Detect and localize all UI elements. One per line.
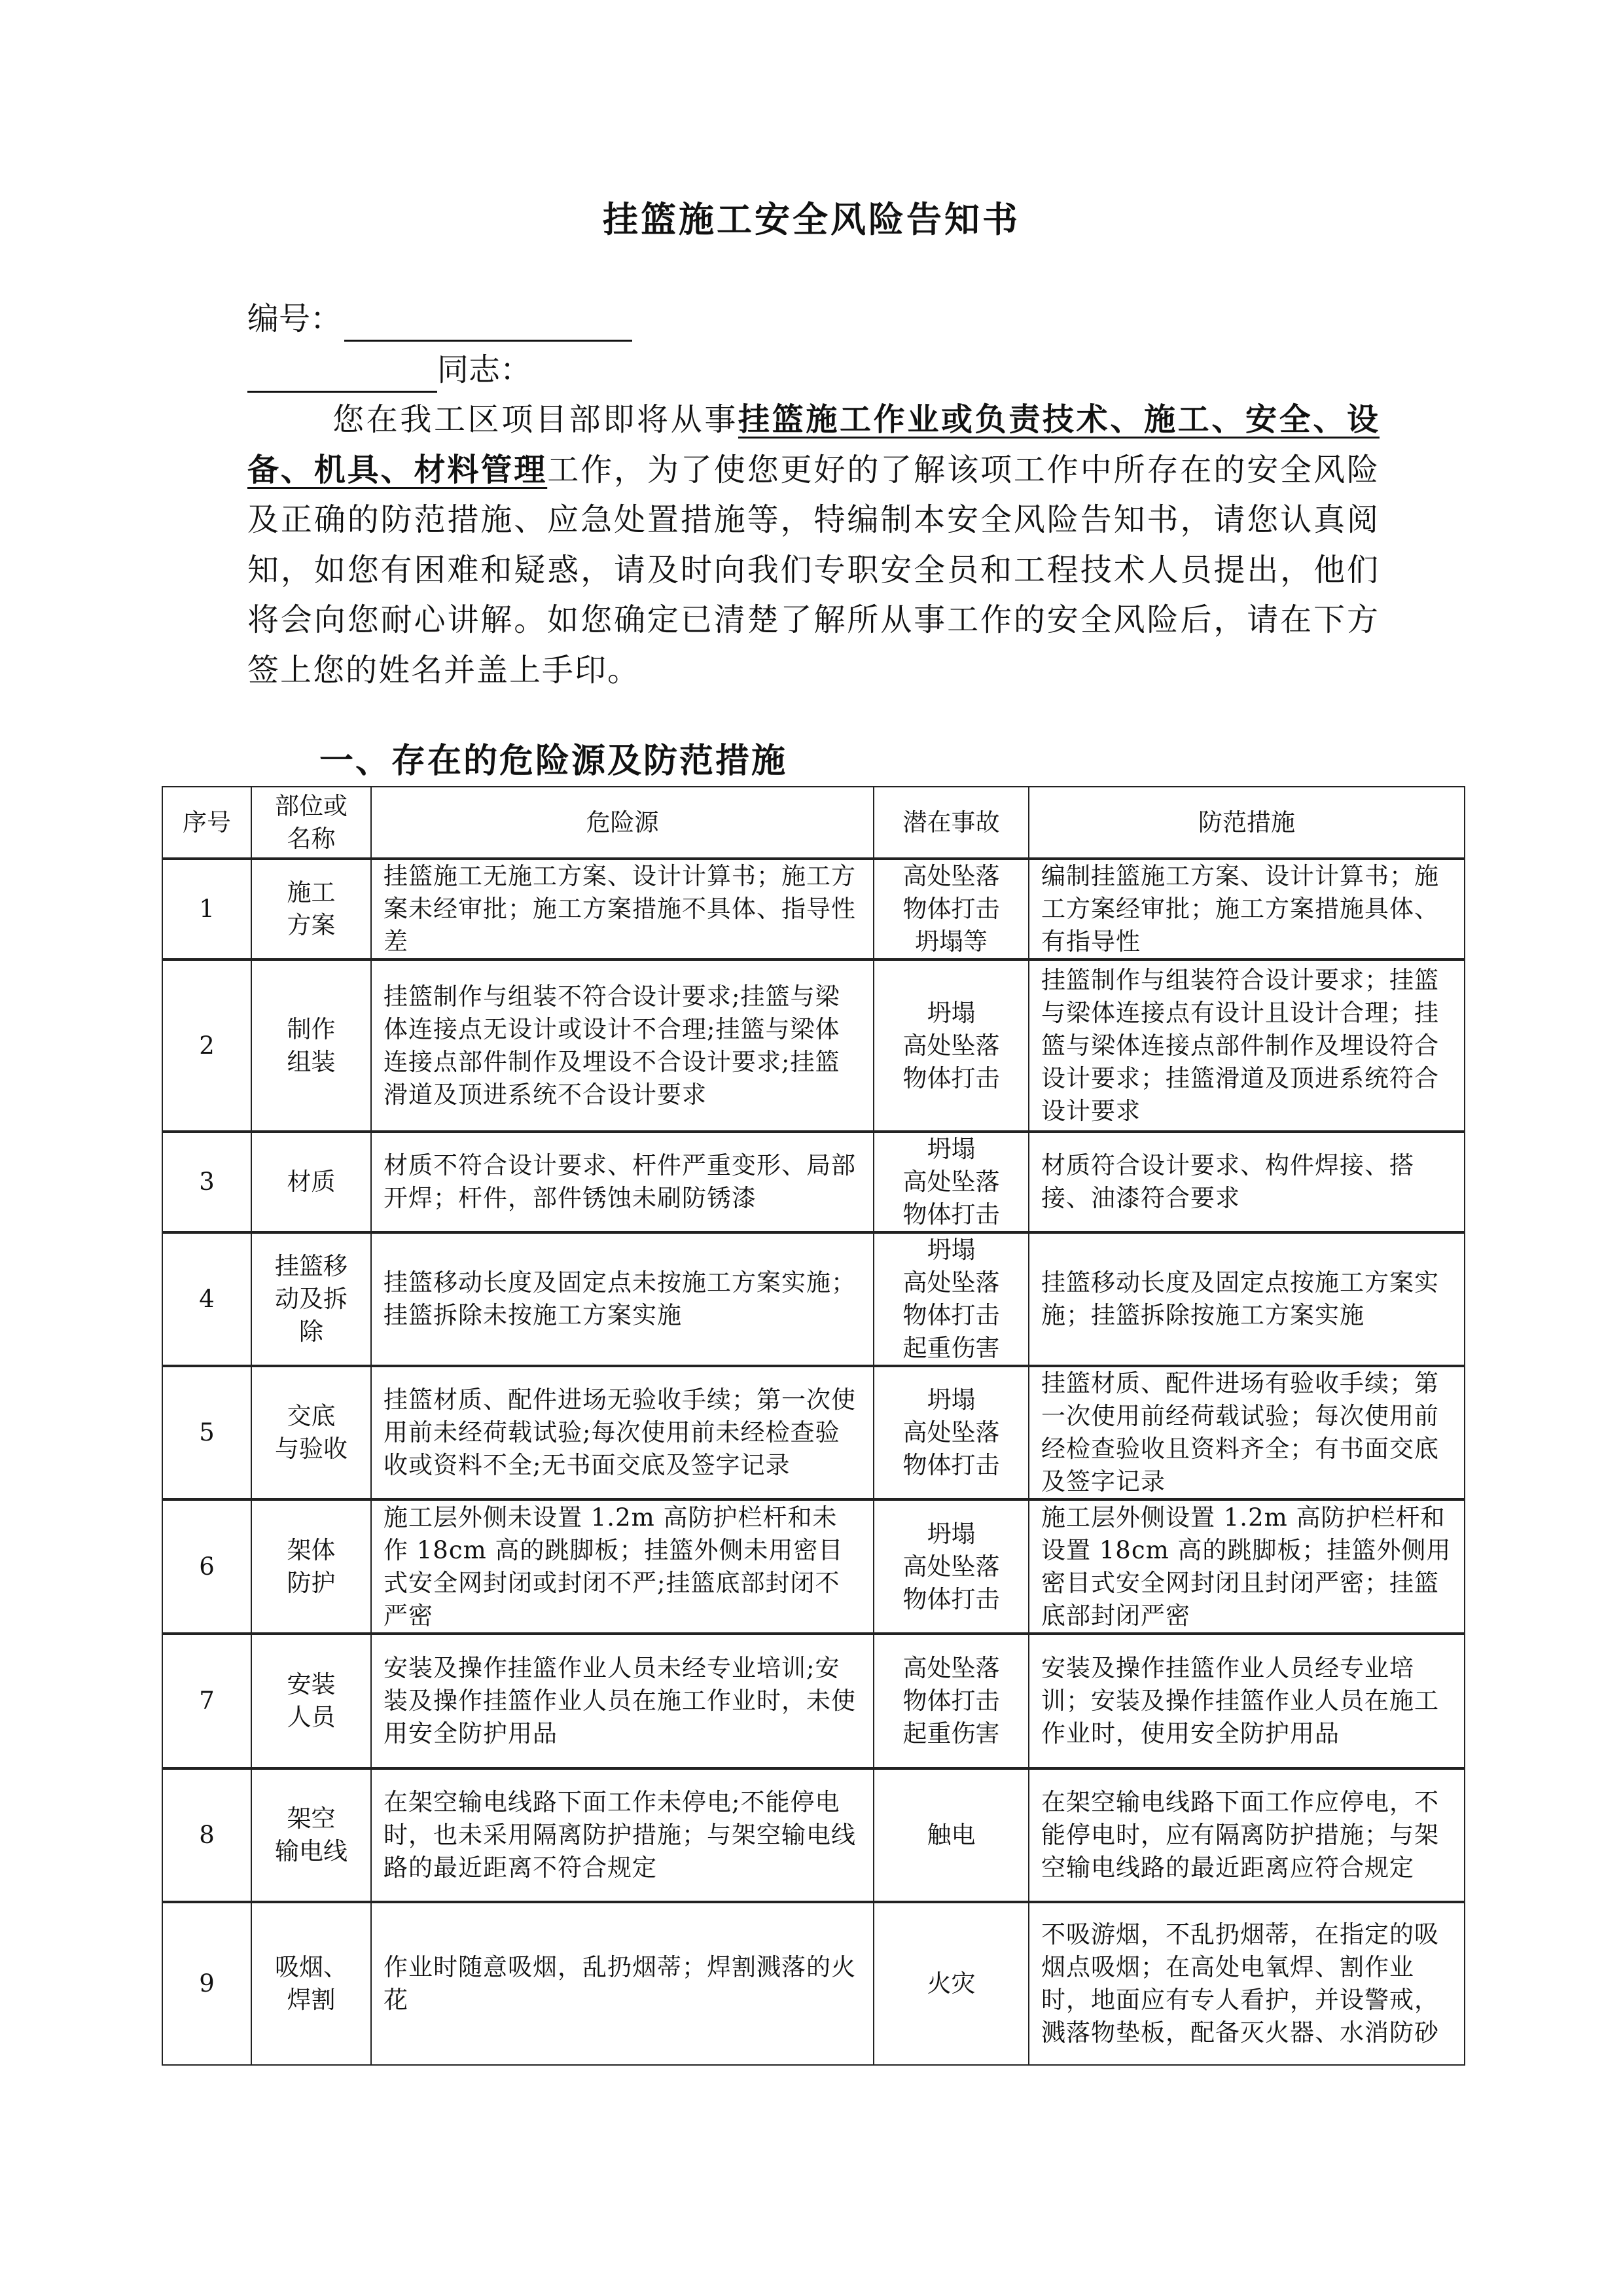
row-hazard: 挂篮施工无施工方案、设计计算书；施工方案未经审批；施工方案措施不具体、指导性差 (371, 859, 874, 960)
row-hazard: 作业时随意吸烟，乱扔烟蒂；焊割溅落的火花 (371, 1902, 874, 2065)
table-row (162, 1366, 1465, 1499)
intro-paragraph (247, 395, 1380, 695)
table-row (162, 1902, 1465, 2065)
serial-number-blank[interactable] (344, 306, 632, 342)
row-number: 8 (162, 1768, 251, 1902)
table-row (162, 1232, 1465, 1366)
table-row (162, 1634, 1465, 1768)
row-hazard: 挂篮制作与组装不符合设计要求;挂篮与梁体连接点无设计或设计不合理;挂篮与梁体连接点部件制作及埋设不合设计要求;挂篮滑道及顶进系统不合设计要求 (371, 960, 874, 1132)
addressee-line (247, 347, 531, 393)
intro-text-before: 您在我工区项目部即将从事 (332, 401, 738, 438)
row-hazard: 安装及操作挂篮作业人员未经专业培训;安装及操作挂篮作业人员在施工作业时，未使用安全防护用品 (371, 1634, 874, 1768)
row-part: 交底 与验收 (251, 1366, 371, 1499)
addressee-suffix: 同志： (437, 351, 532, 388)
risk-table (162, 786, 1465, 2066)
row-number: 7 (162, 1634, 251, 1768)
row-accident: 坍塌 高处坠落 物体打击 (874, 1366, 1029, 1499)
header-no: 序号 (162, 787, 251, 859)
intro-text-after: 工作，为了使您更好的了解该项工作中所存在的安全风险及正确的防范措施、应急处置措施等，特编制本安全风险告知书，请您认真阅知，如您有困难和疑惑，请及时向我们专职安全员和工程技术人员提出，他们将会向您耐心讲解。如您确定已清楚了解所从事工作的安全风险后，请在下方签上您的姓名并盖上手印。 (247, 451, 1380, 689)
header-hazard: 危险源 (371, 787, 874, 859)
table-row (162, 1768, 1465, 1902)
row-part: 挂篮移 动及拆 除 (251, 1232, 371, 1366)
row-hazard: 挂篮材质、配件进场无验收手续；第一次使用前未经荷载试验;每次使用前未经检查验收或资料不全;无书面交底及签字记录 (371, 1366, 874, 1499)
table-row (162, 859, 1465, 960)
header-measure: 防范措施 (1029, 787, 1465, 859)
table-row (162, 1499, 1465, 1634)
document-title: 挂篮施工安全风险告知书 (603, 198, 1020, 240)
row-hazard: 挂篮移动长度及固定点未按施工方案实施；挂篮拆除未按施工方案实施 (371, 1232, 874, 1366)
row-number: 5 (162, 1366, 251, 1499)
table-header-row (162, 787, 1465, 859)
intro-job-scope: 挂篮施工作业或负责技术、施工、安全、设备、机具、材料管理 (247, 401, 1380, 488)
addressee-name-blank[interactable] (247, 357, 437, 393)
row-measure: 挂篮制作与组装符合设计要求；挂篮与梁体连接点有设计且设计合理；挂篮与梁体连接点部件制作及埋设符合设计要求；挂篮滑道及顶进系统符合设计要求 (1029, 960, 1465, 1132)
row-measure: 挂篮材质、配件进场有验收手续；第一次使用前经荷载试验；每次使用前经检查验收且资料齐全；有书面交底及签字记录 (1029, 1366, 1465, 1499)
row-number: 6 (162, 1499, 251, 1634)
row-hazard: 施工层外侧未设置 1.2m 高防护栏杆和未作 18cm 高的跳脚板；挂篮外侧未用密目式安全网封闭或封闭不严;挂篮底部封闭不严密 (371, 1499, 874, 1634)
row-accident: 高处坠落 物体打击 坍塌等 (874, 859, 1029, 960)
row-accident: 坍塌 高处坠落 物体打击 (874, 960, 1029, 1132)
row-hazard: 在架空输电线路下面工作未停电;不能停电时，也未采用隔离防护措施；与架空输电线路的最近距离不符合规定 (371, 1768, 874, 1902)
row-hazard: 材质不符合设计要求、杆件严重变形、局部开焊；杆件，部件锈蚀未刷防锈漆 (371, 1132, 874, 1232)
table-row (162, 1132, 1465, 1232)
row-accident: 坍塌 高处坠落 物体打击 (874, 1132, 1029, 1232)
row-accident: 火灾 (874, 1902, 1029, 2065)
section-heading: 一、存在的危险源及防范措施 (319, 741, 788, 781)
row-number: 4 (162, 1232, 251, 1366)
row-accident: 坍塌 高处坠落 物体打击 (874, 1499, 1029, 1634)
row-number: 1 (162, 859, 251, 960)
table-row (162, 960, 1465, 1132)
serial-number-line (247, 296, 632, 342)
row-measure: 材质符合设计要求、构件焊接、搭接、油漆符合要求 (1029, 1132, 1465, 1232)
row-part: 施工 方案 (251, 859, 371, 960)
row-measure: 不吸游烟，不乱扔烟蒂，在指定的吸烟点吸烟；在高处电氧焊、割作业时，地面应有专人看护，并设警戒，溅落物垫板，配备灭火器、水消防砂 (1029, 1902, 1465, 2065)
row-measure: 挂篮移动长度及固定点按施工方案实施；挂篮拆除按施工方案实施 (1029, 1232, 1465, 1366)
row-part: 架空 输电线 (251, 1768, 371, 1902)
row-measure: 编制挂篮施工方案、设计计算书；施工方案经审批；施工方案措施具体、有指导性 (1029, 859, 1465, 960)
header-accident: 潜在事故 (874, 787, 1029, 859)
row-part: 架体 防护 (251, 1499, 371, 1634)
row-measure: 施工层外侧设置 1.2m 高防护栏杆和设置 18cm 高的跳脚板；挂篮外侧用密目式安全网封闭且封闭严密；挂篮底部封闭严密 (1029, 1499, 1465, 1634)
row-number: 3 (162, 1132, 251, 1232)
row-part: 制作 组装 (251, 960, 371, 1132)
row-part: 安装 人员 (251, 1634, 371, 1768)
row-number: 2 (162, 960, 251, 1132)
row-accident: 高处坠落 物体打击 起重伤害 (874, 1634, 1029, 1768)
row-part: 吸烟、 焊割 (251, 1902, 371, 2065)
row-measure: 安装及操作挂篮作业人员经专业培训；安装及操作挂篮作业人员在施工作业时，使用安全防护用品 (1029, 1634, 1465, 1768)
serial-number-label: 编号： (247, 300, 342, 337)
row-part: 材质 (251, 1132, 371, 1232)
header-part: 部位或 名称 (251, 787, 371, 859)
row-number: 9 (162, 1902, 251, 2065)
row-measure: 在架空输电线路下面工作应停电，不能停电时，应有隔离防护措施；与架空输电线路的最近距离应符合规定 (1029, 1768, 1465, 1902)
row-accident: 触电 (874, 1768, 1029, 1902)
row-accident: 坍塌 高处坠落 物体打击 起重伤害 (874, 1232, 1029, 1366)
